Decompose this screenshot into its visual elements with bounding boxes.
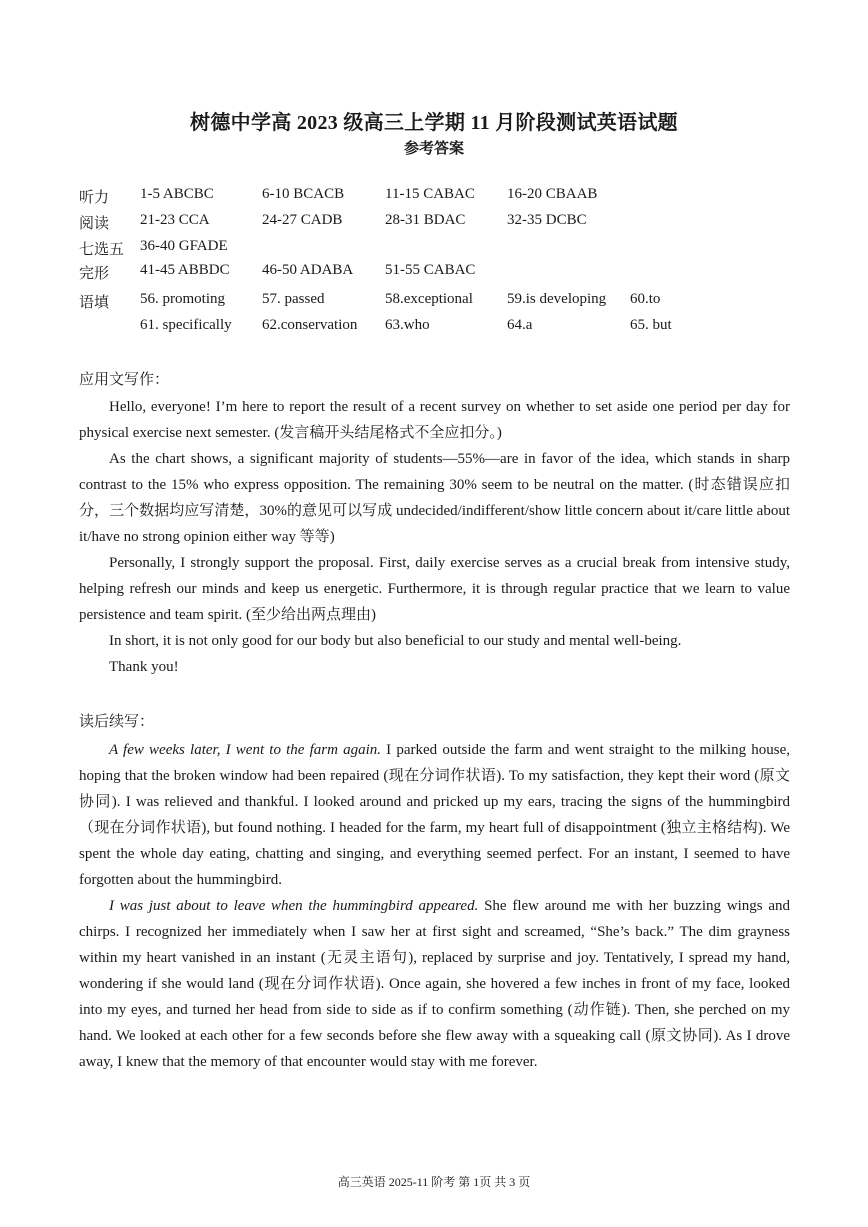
answer-cell: 24-27 CADB xyxy=(262,212,343,228)
answer-cell: 59.is developing xyxy=(507,291,607,307)
answer-cell: 64.a xyxy=(507,317,533,333)
answer-cell: 1-5 ABCBC xyxy=(140,186,214,202)
answer-label: 七选五 xyxy=(79,242,125,258)
answer-cell: 62.conservation xyxy=(262,317,358,333)
essay-paragraph: In short, it is not only good for our body but also beneficial to our study and mental well-being. xyxy=(109,633,682,649)
answer-cell: 63.who xyxy=(385,317,430,333)
essay-paragraph: Thank you! xyxy=(109,659,179,675)
answer-cell: 60.to xyxy=(630,291,661,307)
answer-cell: 51-55 CABAC xyxy=(385,262,476,278)
paragraph-body: I parked outside the farm and went straight to the milking house, hoping that the broken window had been repaired (现在分词作状语). To my satisfaction, they kept their word (原文协同). I was relieved and thankful. I looked around and pricked up my ears, tracing the signs of the hummingbird（现在分词作状语), but found nothing. I headed for the farm, my heart full of disappointment (独立主格结构). We spent the whole day eating, chatting and singing, and everything seemed perfect. For an instant, I seemed to have forgotten about the hummingbird. xyxy=(79,742,790,888)
paragraph-lead: I was just about to leave when the hummingbird appeared. xyxy=(109,898,479,914)
answer-cell: 58.exceptional xyxy=(385,291,473,307)
answer-cell: 28-31 BDAC xyxy=(385,212,466,228)
paragraph-body: She flew around me with her buzzing wings and chirps. I recognized her immediately when I saw her at first sight and screamed, “She’s back.” The dim grayness within my heart vanished in an instant (无灵主语句), replaced by surprise and joy. Tentatively, I spread my hand, wondering if she would land (现在分词作状语). Once again, she hovered a few inches in front of my face, looked into my eyes, and turned her head from side to side as if to confirm something (动作链). Then, she perched on my hand. We looked at each other for a few seconds before she flew away with a squeaking call (原文协同). As I drove away, I knew that the memory of that encounter would stay with me forever. xyxy=(79,898,790,1070)
document-title: 树德中学高 2023 级高三上学期 11 月阶段测试英语试题 xyxy=(190,112,678,134)
continuation-writing-heading: 读后续写： xyxy=(79,714,155,730)
answer-cell: 11-15 CABAC xyxy=(385,186,475,202)
answer-cell: 6-10 BCACB xyxy=(262,186,345,202)
answer-cell: 65. but xyxy=(630,317,672,333)
answer-cell: 21-23 CCA xyxy=(140,212,210,228)
practical-writing-essay xyxy=(79,394,790,680)
continuation-writing-essay xyxy=(79,737,790,1075)
document-subtitle: 参考答案 xyxy=(403,141,464,157)
answer-cell: 61. specifically xyxy=(140,317,232,333)
page-footer: 高三英语 2025-11 阶考 第 1页 共 3 页 xyxy=(337,1175,531,1189)
answer-cell: 16-20 CBAAB xyxy=(507,186,598,202)
essay-paragraph xyxy=(79,737,790,893)
essay-paragraph: Personally, I strongly support the proposal. First, daily exercise serves as a crucial break from intensive study, helping refresh our minds and keep us energetic. Furthermore, it is through regular practice that we learn to value persistence and team spirit. (至少给出两点理由) xyxy=(79,555,790,623)
answer-cell: 32-35 DCBC xyxy=(507,212,587,228)
practical-writing-heading: 应用文写作： xyxy=(79,372,170,388)
essay-paragraph: Hello, everyone! I’m here to report the result of a recent survey on whether to set aside one period per day for physical exercise next semester. (发言稿开头结尾格式不全应扣分。) xyxy=(79,399,790,441)
answer-label: 听力 xyxy=(79,190,110,206)
paragraph-lead: A few weeks later, I went to the farm again. xyxy=(109,742,382,758)
answer-label: 完形 xyxy=(79,266,110,282)
answer-label: 阅读 xyxy=(79,216,110,232)
answer-cell: 57. passed xyxy=(262,291,325,307)
essay-paragraph xyxy=(79,893,790,1075)
answer-cell: 41-45 ABBDC xyxy=(140,262,230,278)
answer-label: 语填 xyxy=(79,295,110,311)
answer-cell: 56. promoting xyxy=(140,291,225,307)
essay-paragraph: As the chart shows, a significant majority of students—55%—are in favor of the idea, which stands in sharp contrast to the 15% who express opposition. The remaining 30% seem to be neutral on the matter. (时态错误应扣分，三个数据均应写清楚，30%的意见可以写成 undecided/indifferent/show little concern about it/care little about it/have no strong opinion either way 等等) xyxy=(79,451,790,545)
answer-cell: 46-50 ADABA xyxy=(262,262,354,278)
answer-cell: 36-40 GFADE xyxy=(140,238,228,254)
